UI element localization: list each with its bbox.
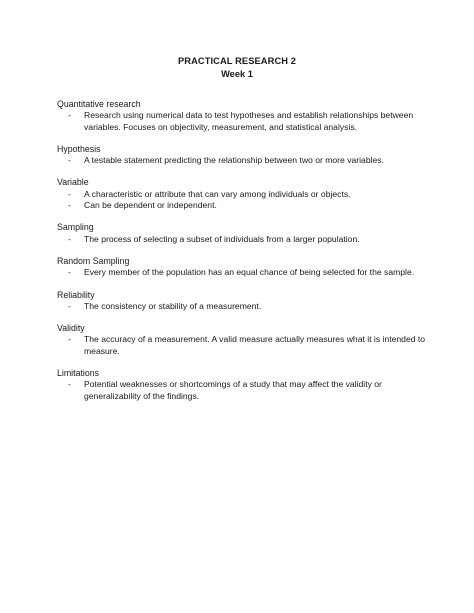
definition-list <box>57 379 427 402</box>
definition-item <box>57 155 427 166</box>
definition-item <box>57 200 427 211</box>
dash-bullet: - <box>68 379 71 390</box>
definition-item <box>57 234 427 245</box>
dash-bullet: - <box>68 200 71 211</box>
glossary-term: Sampling <box>57 222 94 233</box>
glossary-term: Limitations <box>57 368 100 379</box>
definition-text: A characteristic or attribute that can vary among individuals or objects. <box>84 188 351 199</box>
definition-list <box>57 234 427 245</box>
definition-item <box>57 301 427 312</box>
glossary-entry <box>57 323 427 357</box>
glossary-entry <box>57 290 427 313</box>
definition-item <box>57 189 427 200</box>
definition-item <box>57 379 427 402</box>
glossary-entry <box>57 99 427 133</box>
dash-bullet: - <box>68 155 71 166</box>
glossary-term: Variable <box>57 177 89 188</box>
definition-text: The process of selecting a subset of individuals from a larger population. <box>84 233 360 244</box>
definition-text: Every member of the population has an equal chance of being selected for the sample. <box>84 267 415 278</box>
glossary-term: Validity <box>57 323 85 334</box>
definition-list <box>57 110 427 133</box>
glossary-term: Quantitative research <box>57 99 141 109</box>
definition-item <box>57 267 427 278</box>
dash-bullet: - <box>68 267 71 278</box>
definition-list <box>57 334 427 357</box>
definition-text: Potential weaknesses or shortcomings of a study that may affect the validity or generalizability of the findings. <box>84 379 382 401</box>
document-header <box>0 55 474 81</box>
glossary-entry <box>57 222 427 245</box>
definition-list <box>57 155 427 166</box>
glossary-entry <box>57 144 427 167</box>
dash-bullet: - <box>68 110 71 121</box>
document-subtitle: Week 1 <box>221 69 253 79</box>
definition-list <box>57 189 427 212</box>
definition-item <box>57 110 427 133</box>
definition-text: Research using numerical data to test hypotheses and establish relationships between variables. Focuses on objectivity, measurement, and statistical analysis. <box>84 110 414 132</box>
dash-bullet: - <box>68 300 71 311</box>
glossary-entry <box>57 177 427 211</box>
definition-text: The consistency or stability of a measurement. <box>84 300 262 311</box>
glossary-list <box>57 99 427 413</box>
glossary-term: Hypothesis <box>57 143 101 154</box>
definition-list <box>57 301 427 312</box>
definition-list <box>57 267 427 278</box>
definition-text: The accuracy of a measurement. A valid measure actually measures what it is intended to measure. <box>84 334 426 356</box>
glossary-entry <box>57 368 427 402</box>
dash-bullet: - <box>68 233 71 244</box>
glossary-entry <box>57 256 427 279</box>
definition-text: Can be dependent or independent. <box>84 200 217 211</box>
glossary-term: Reliability <box>57 289 95 300</box>
dash-bullet: - <box>68 334 71 345</box>
glossary-term: Random Sampling <box>57 255 130 266</box>
dash-bullet: - <box>68 188 71 199</box>
document-title: PRACTICAL RESEARCH 2 <box>177 56 297 66</box>
definition-text: A testable statement predicting the relationship between two or more variables. <box>84 155 384 166</box>
definition-item <box>57 334 427 357</box>
